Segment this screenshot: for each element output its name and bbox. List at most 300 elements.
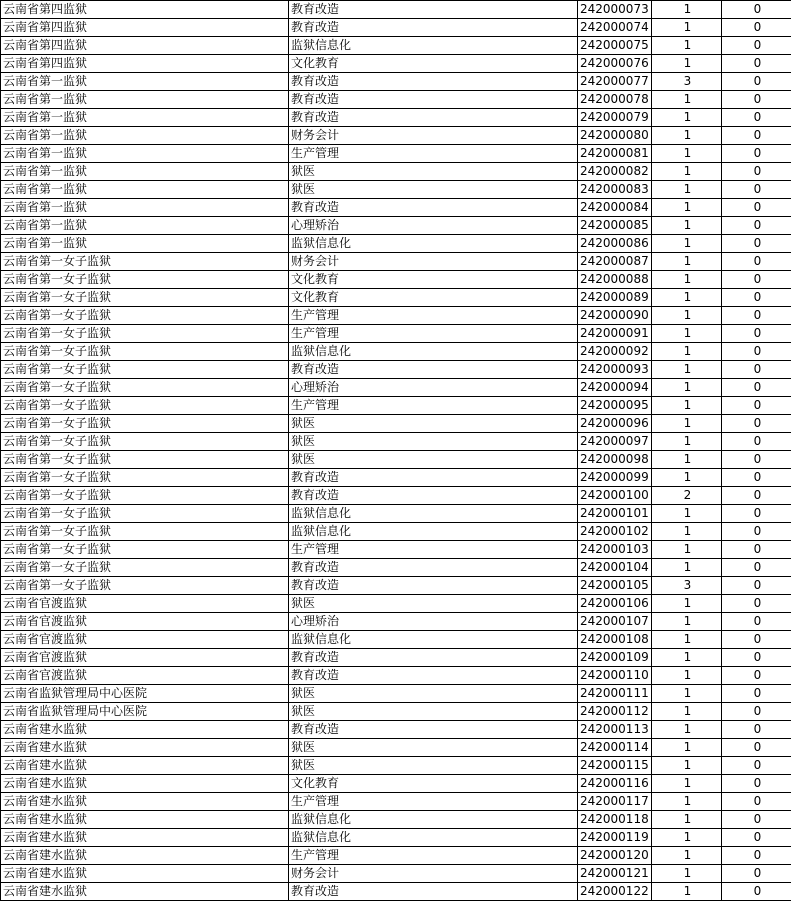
extra-count-cell[interactable]: 0 [722, 73, 791, 91]
code-cell[interactable]: 242000122 [578, 883, 652, 901]
unit-cell[interactable]: 云南省第一女子监狱 [1, 487, 289, 505]
position-cell[interactable]: 生产管理 [289, 541, 578, 559]
unit-cell[interactable]: 云南省建水监狱 [1, 865, 289, 883]
position-cell[interactable]: 教育改造 [289, 883, 578, 901]
position-cell[interactable]: 生产管理 [289, 325, 578, 343]
position-cell[interactable]: 教育改造 [289, 19, 578, 37]
extra-count-cell[interactable]: 0 [722, 271, 791, 289]
recruit-count-cell[interactable]: 1 [652, 325, 722, 343]
extra-count-cell[interactable]: 0 [722, 217, 791, 235]
code-cell[interactable]: 242000097 [578, 433, 652, 451]
unit-cell[interactable]: 云南省第一监狱 [1, 127, 289, 145]
recruit-count-cell[interactable]: 3 [652, 577, 722, 595]
code-cell[interactable]: 242000115 [578, 757, 652, 775]
recruit-count-cell[interactable]: 1 [652, 433, 722, 451]
unit-cell[interactable]: 云南省建水监狱 [1, 775, 289, 793]
table-row [1, 883, 791, 901]
position-cell[interactable]: 生产管理 [289, 397, 578, 415]
unit-cell[interactable]: 云南省第一监狱 [1, 217, 289, 235]
code-cell[interactable]: 242000078 [578, 91, 652, 109]
extra-count-cell[interactable]: 0 [722, 649, 791, 667]
table-row [1, 181, 791, 199]
unit-cell[interactable]: 云南省第一监狱 [1, 163, 289, 181]
table-row [1, 19, 791, 37]
recruit-count-cell[interactable]: 1 [652, 19, 722, 37]
table-row [1, 361, 791, 379]
table-row [1, 577, 791, 595]
unit-cell[interactable]: 云南省第一女子监狱 [1, 253, 289, 271]
table-row [1, 199, 791, 217]
position-cell[interactable]: 文化教育 [289, 55, 578, 73]
position-cell[interactable]: 狱医 [289, 451, 578, 469]
unit-cell[interactable]: 云南省官渡监狱 [1, 631, 289, 649]
unit-cell[interactable]: 云南省建水监狱 [1, 811, 289, 829]
table-row [1, 37, 791, 55]
position-cell[interactable]: 教育改造 [289, 487, 578, 505]
table-row [1, 757, 791, 775]
code-cell[interactable]: 242000109 [578, 649, 652, 667]
recruit-count-cell[interactable]: 1 [652, 631, 722, 649]
unit-cell[interactable]: 云南省第四监狱 [1, 1, 289, 19]
table-row [1, 379, 791, 397]
extra-count-cell[interactable]: 0 [722, 847, 791, 865]
table-row [1, 829, 791, 847]
table-row [1, 271, 791, 289]
table-row [1, 865, 791, 883]
recruit-count-cell[interactable]: 1 [652, 181, 722, 199]
position-cell[interactable]: 监狱信息化 [289, 505, 578, 523]
recruit-count-cell[interactable]: 1 [652, 37, 722, 55]
code-cell[interactable]: 242000101 [578, 505, 652, 523]
position-cell[interactable]: 教育改造 [289, 667, 578, 685]
unit-cell[interactable]: 云南省第一女子监狱 [1, 379, 289, 397]
recruit-count-cell[interactable]: 1 [652, 523, 722, 541]
table-row [1, 145, 791, 163]
recruit-count-cell[interactable]: 1 [652, 469, 722, 487]
code-cell[interactable]: 242000120 [578, 847, 652, 865]
extra-count-cell[interactable]: 0 [722, 739, 791, 757]
code-cell[interactable]: 242000105 [578, 577, 652, 595]
position-cell[interactable]: 生产管理 [289, 307, 578, 325]
position-cell[interactable]: 教育改造 [289, 73, 578, 91]
recruit-count-cell[interactable]: 1 [652, 451, 722, 469]
code-cell[interactable]: 242000112 [578, 703, 652, 721]
extra-count-cell[interactable]: 0 [722, 505, 791, 523]
extra-count-cell[interactable]: 0 [722, 235, 791, 253]
unit-cell[interactable]: 云南省建水监狱 [1, 757, 289, 775]
table-row [1, 685, 791, 703]
position-cell[interactable]: 监狱信息化 [289, 235, 578, 253]
extra-count-cell[interactable]: 0 [722, 613, 791, 631]
code-cell[interactable]: 242000118 [578, 811, 652, 829]
extra-count-cell[interactable]: 0 [722, 469, 791, 487]
recruit-count-cell[interactable]: 1 [652, 343, 722, 361]
extra-count-cell[interactable]: 0 [722, 37, 791, 55]
table-row [1, 505, 791, 523]
extra-count-cell[interactable]: 0 [722, 685, 791, 703]
table-row [1, 127, 791, 145]
code-cell[interactable]: 242000073 [578, 1, 652, 19]
code-cell[interactable]: 242000079 [578, 109, 652, 127]
position-cell[interactable]: 狱医 [289, 739, 578, 757]
recruit-count-cell[interactable]: 1 [652, 703, 722, 721]
unit-cell[interactable]: 云南省官渡监狱 [1, 667, 289, 685]
code-cell[interactable]: 242000092 [578, 343, 652, 361]
extra-count-cell[interactable]: 0 [722, 181, 791, 199]
recruit-count-cell[interactable]: 1 [652, 217, 722, 235]
table-row [1, 703, 791, 721]
table-row [1, 397, 791, 415]
unit-cell[interactable]: 云南省官渡监狱 [1, 649, 289, 667]
code-cell[interactable]: 242000086 [578, 235, 652, 253]
code-cell[interactable]: 242000114 [578, 739, 652, 757]
table-row [1, 541, 791, 559]
extra-count-cell[interactable]: 0 [722, 325, 791, 343]
table-row [1, 415, 791, 433]
unit-cell[interactable]: 云南省第一女子监狱 [1, 541, 289, 559]
extra-count-cell[interactable]: 0 [722, 793, 791, 811]
extra-count-cell[interactable]: 0 [722, 757, 791, 775]
unit-cell[interactable]: 云南省建水监狱 [1, 793, 289, 811]
unit-cell[interactable]: 云南省第一女子监狱 [1, 451, 289, 469]
extra-count-cell[interactable]: 0 [722, 523, 791, 541]
unit-cell[interactable]: 云南省监狱管理局中心医院 [1, 703, 289, 721]
table-row [1, 325, 791, 343]
recruit-count-cell[interactable]: 1 [652, 289, 722, 307]
position-cell[interactable]: 心理矫治 [289, 217, 578, 235]
table-row [1, 739, 791, 757]
code-cell[interactable]: 242000075 [578, 37, 652, 55]
recruit-count-cell[interactable]: 1 [652, 883, 722, 901]
recruit-count-cell[interactable]: 1 [652, 91, 722, 109]
position-cell[interactable]: 监狱信息化 [289, 829, 578, 847]
table-row [1, 559, 791, 577]
extra-count-cell[interactable]: 0 [722, 667, 791, 685]
position-cell[interactable]: 教育改造 [289, 577, 578, 595]
unit-cell[interactable]: 云南省建水监狱 [1, 829, 289, 847]
position-cell[interactable]: 教育改造 [289, 649, 578, 667]
recruit-count-cell[interactable]: 1 [652, 127, 722, 145]
unit-cell[interactable]: 云南省第一女子监狱 [1, 361, 289, 379]
recruit-count-cell[interactable]: 1 [652, 559, 722, 577]
unit-cell[interactable]: 云南省官渡监狱 [1, 595, 289, 613]
recruit-count-cell[interactable]: 1 [652, 541, 722, 559]
table-row [1, 73, 791, 91]
position-cell[interactable]: 财务会计 [289, 865, 578, 883]
unit-cell[interactable]: 云南省第一监狱 [1, 91, 289, 109]
recruit-count-cell[interactable]: 1 [652, 361, 722, 379]
table-row [1, 811, 791, 829]
position-cell[interactable]: 监狱信息化 [289, 811, 578, 829]
code-cell[interactable]: 242000082 [578, 163, 652, 181]
code-cell[interactable]: 242000096 [578, 415, 652, 433]
code-cell[interactable]: 242000076 [578, 55, 652, 73]
recruit-count-cell[interactable]: 1 [652, 397, 722, 415]
recruit-count-cell[interactable]: 1 [652, 685, 722, 703]
position-cell[interactable]: 狱医 [289, 433, 578, 451]
extra-count-cell[interactable]: 0 [722, 127, 791, 145]
unit-cell[interactable]: 云南省建水监狱 [1, 847, 289, 865]
extra-count-cell[interactable]: 0 [722, 595, 791, 613]
table-row [1, 631, 791, 649]
unit-cell[interactable]: 云南省第一女子监狱 [1, 415, 289, 433]
unit-cell[interactable]: 云南省第一监狱 [1, 145, 289, 163]
recruit-count-cell[interactable]: 1 [652, 199, 722, 217]
code-cell[interactable]: 242000080 [578, 127, 652, 145]
table-row [1, 595, 791, 613]
table-row [1, 235, 791, 253]
position-cell[interactable]: 财务会计 [289, 253, 578, 271]
code-cell[interactable]: 242000085 [578, 217, 652, 235]
code-cell[interactable]: 242000104 [578, 559, 652, 577]
code-cell[interactable]: 242000119 [578, 829, 652, 847]
table-row [1, 649, 791, 667]
recruit-count-cell[interactable]: 1 [652, 865, 722, 883]
extra-count-cell[interactable]: 0 [722, 289, 791, 307]
recruit-count-cell[interactable]: 1 [652, 793, 722, 811]
position-cell[interactable]: 监狱信息化 [289, 343, 578, 361]
table-row [1, 307, 791, 325]
table-row [1, 163, 791, 181]
code-cell[interactable]: 242000121 [578, 865, 652, 883]
unit-cell[interactable]: 云南省第四监狱 [1, 19, 289, 37]
recruit-count-cell[interactable]: 1 [652, 307, 722, 325]
unit-cell[interactable]: 云南省第一监狱 [1, 235, 289, 253]
table-row [1, 775, 791, 793]
table-row [1, 451, 791, 469]
table-row [1, 217, 791, 235]
code-cell[interactable]: 242000089 [578, 289, 652, 307]
recruit-count-cell[interactable]: 1 [652, 847, 722, 865]
position-cell[interactable]: 狱医 [289, 181, 578, 199]
position-cell[interactable]: 狱医 [289, 757, 578, 775]
extra-count-cell[interactable]: 0 [722, 91, 791, 109]
unit-cell[interactable]: 云南省建水监狱 [1, 721, 289, 739]
extra-count-cell[interactable]: 0 [722, 253, 791, 271]
recruit-count-cell[interactable]: 1 [652, 829, 722, 847]
extra-count-cell[interactable]: 0 [722, 631, 791, 649]
extra-count-cell[interactable]: 0 [722, 721, 791, 739]
extra-count-cell[interactable]: 0 [722, 865, 791, 883]
unit-cell[interactable]: 云南省第一女子监狱 [1, 505, 289, 523]
recruit-count-cell[interactable]: 3 [652, 73, 722, 91]
code-cell[interactable]: 242000106 [578, 595, 652, 613]
extra-count-cell[interactable]: 0 [722, 577, 791, 595]
position-cell[interactable]: 监狱信息化 [289, 523, 578, 541]
position-cell[interactable]: 文化教育 [289, 775, 578, 793]
code-cell[interactable]: 242000088 [578, 271, 652, 289]
extra-count-cell[interactable]: 0 [722, 415, 791, 433]
position-cell[interactable]: 狱医 [289, 415, 578, 433]
unit-cell[interactable]: 云南省第一监狱 [1, 109, 289, 127]
extra-count-cell[interactable]: 0 [722, 55, 791, 73]
extra-count-cell[interactable]: 0 [722, 397, 791, 415]
unit-cell[interactable]: 云南省第一监狱 [1, 73, 289, 91]
unit-cell[interactable]: 云南省第一女子监狱 [1, 343, 289, 361]
recruit-count-cell[interactable]: 1 [652, 721, 722, 739]
unit-cell[interactable]: 云南省第一监狱 [1, 181, 289, 199]
recruit-count-cell[interactable]: 1 [652, 505, 722, 523]
extra-count-cell[interactable]: 0 [722, 559, 791, 577]
position-cell[interactable]: 狱医 [289, 685, 578, 703]
extra-count-cell[interactable]: 0 [722, 775, 791, 793]
position-cell[interactable]: 生产管理 [289, 847, 578, 865]
position-cell[interactable]: 心理矫治 [289, 379, 578, 397]
unit-cell[interactable]: 云南省第一女子监狱 [1, 469, 289, 487]
position-cell[interactable]: 教育改造 [289, 1, 578, 19]
recruit-count-cell[interactable]: 2 [652, 487, 722, 505]
unit-cell[interactable]: 云南省第四监狱 [1, 55, 289, 73]
table-row [1, 433, 791, 451]
table-row [1, 721, 791, 739]
code-cell[interactable]: 242000117 [578, 793, 652, 811]
extra-count-cell[interactable]: 0 [722, 379, 791, 397]
recruit-count-cell[interactable]: 1 [652, 235, 722, 253]
position-cell[interactable]: 教育改造 [289, 721, 578, 739]
table-body [1, 1, 791, 901]
position-cell[interactable]: 心理矫治 [289, 613, 578, 631]
code-cell[interactable]: 242000100 [578, 487, 652, 505]
position-cell[interactable]: 财务会计 [289, 127, 578, 145]
code-cell[interactable]: 242000090 [578, 307, 652, 325]
recruit-count-cell[interactable]: 1 [652, 739, 722, 757]
recruit-count-cell[interactable]: 1 [652, 253, 722, 271]
recruit-count-cell[interactable]: 1 [652, 145, 722, 163]
code-cell[interactable]: 242000081 [578, 145, 652, 163]
code-cell[interactable]: 242000083 [578, 181, 652, 199]
unit-cell[interactable]: 云南省第一女子监狱 [1, 559, 289, 577]
position-cell[interactable]: 狱医 [289, 595, 578, 613]
extra-count-cell[interactable]: 0 [722, 541, 791, 559]
position-cell[interactable]: 文化教育 [289, 271, 578, 289]
code-cell[interactable]: 242000110 [578, 667, 652, 685]
code-cell[interactable]: 242000074 [578, 19, 652, 37]
recruit-count-cell[interactable]: 1 [652, 595, 722, 613]
recruit-count-cell[interactable]: 1 [652, 775, 722, 793]
code-cell[interactable]: 242000098 [578, 451, 652, 469]
extra-count-cell[interactable]: 0 [722, 451, 791, 469]
unit-cell[interactable]: 云南省第一女子监狱 [1, 577, 289, 595]
code-cell[interactable]: 242000108 [578, 631, 652, 649]
unit-cell[interactable]: 云南省第一女子监狱 [1, 433, 289, 451]
recruit-count-cell[interactable]: 1 [652, 757, 722, 775]
table-row [1, 253, 791, 271]
position-cell[interactable]: 监狱信息化 [289, 631, 578, 649]
unit-cell[interactable]: 云南省监狱管理局中心医院 [1, 685, 289, 703]
table-row [1, 109, 791, 127]
recruit-count-cell[interactable]: 1 [652, 379, 722, 397]
extra-count-cell[interactable]: 0 [722, 109, 791, 127]
table-row [1, 487, 791, 505]
table-row [1, 469, 791, 487]
code-cell[interactable]: 242000095 [578, 397, 652, 415]
unit-cell[interactable]: 云南省官渡监狱 [1, 613, 289, 631]
unit-cell[interactable]: 云南省第四监狱 [1, 37, 289, 55]
code-cell[interactable]: 242000111 [578, 685, 652, 703]
position-cell[interactable]: 狱医 [289, 163, 578, 181]
code-cell[interactable]: 242000094 [578, 379, 652, 397]
extra-count-cell[interactable]: 0 [722, 703, 791, 721]
code-cell[interactable]: 242000077 [578, 73, 652, 91]
code-cell[interactable]: 242000113 [578, 721, 652, 739]
extra-count-cell[interactable]: 0 [722, 19, 791, 37]
recruit-count-cell[interactable]: 1 [652, 649, 722, 667]
code-cell[interactable]: 242000084 [578, 199, 652, 217]
extra-count-cell[interactable]: 0 [722, 361, 791, 379]
recruit-count-cell[interactable]: 1 [652, 271, 722, 289]
position-cell[interactable]: 教育改造 [289, 199, 578, 217]
position-cell[interactable]: 教育改造 [289, 109, 578, 127]
position-cell[interactable]: 文化教育 [289, 289, 578, 307]
extra-count-cell[interactable]: 0 [722, 307, 791, 325]
position-cell[interactable]: 教育改造 [289, 91, 578, 109]
recruit-count-cell[interactable]: 1 [652, 109, 722, 127]
recruit-count-cell[interactable]: 1 [652, 613, 722, 631]
position-cell[interactable]: 生产管理 [289, 145, 578, 163]
extra-count-cell[interactable]: 0 [722, 811, 791, 829]
code-cell[interactable]: 242000116 [578, 775, 652, 793]
unit-cell[interactable]: 云南省第一女子监狱 [1, 523, 289, 541]
position-cell[interactable]: 狱医 [289, 703, 578, 721]
code-cell[interactable]: 242000093 [578, 361, 652, 379]
unit-cell[interactable]: 云南省第一女子监狱 [1, 289, 289, 307]
table-row [1, 847, 791, 865]
code-cell[interactable]: 242000102 [578, 523, 652, 541]
unit-cell[interactable]: 云南省建水监狱 [1, 883, 289, 901]
unit-cell[interactable]: 云南省第一女子监狱 [1, 271, 289, 289]
table-row [1, 343, 791, 361]
extra-count-cell[interactable]: 0 [722, 487, 791, 505]
extra-count-cell[interactable]: 0 [722, 145, 791, 163]
extra-count-cell[interactable]: 0 [722, 343, 791, 361]
unit-cell[interactable]: 云南省第一女子监狱 [1, 325, 289, 343]
recruit-count-cell[interactable]: 1 [652, 163, 722, 181]
recruit-count-cell[interactable]: 1 [652, 667, 722, 685]
recruit-count-cell[interactable]: 1 [652, 1, 722, 19]
code-cell[interactable]: 242000087 [578, 253, 652, 271]
table-row [1, 289, 791, 307]
unit-cell[interactable]: 云南省第一监狱 [1, 199, 289, 217]
position-cell[interactable]: 监狱信息化 [289, 37, 578, 55]
unit-cell[interactable]: 云南省第一女子监狱 [1, 397, 289, 415]
table-row [1, 613, 791, 631]
table-row [1, 55, 791, 73]
extra-count-cell[interactable]: 0 [722, 1, 791, 19]
recruit-count-cell[interactable]: 1 [652, 415, 722, 433]
recruit-count-cell[interactable]: 1 [652, 55, 722, 73]
table-row [1, 667, 791, 685]
position-cell[interactable]: 教育改造 [289, 559, 578, 577]
code-cell[interactable]: 242000091 [578, 325, 652, 343]
extra-count-cell[interactable]: 0 [722, 199, 791, 217]
code-cell[interactable]: 242000107 [578, 613, 652, 631]
extra-count-cell[interactable]: 0 [722, 163, 791, 181]
position-cell[interactable]: 教育改造 [289, 469, 578, 487]
extra-count-cell[interactable]: 0 [722, 883, 791, 901]
position-cell[interactable]: 生产管理 [289, 793, 578, 811]
code-cell[interactable]: 242000103 [578, 541, 652, 559]
unit-cell[interactable]: 云南省第一女子监狱 [1, 307, 289, 325]
extra-count-cell[interactable]: 0 [722, 829, 791, 847]
recruit-count-cell[interactable]: 1 [652, 811, 722, 829]
unit-cell[interactable]: 云南省建水监狱 [1, 739, 289, 757]
position-cell[interactable]: 教育改造 [289, 361, 578, 379]
code-cell[interactable]: 242000099 [578, 469, 652, 487]
table-row [1, 91, 791, 109]
extra-count-cell[interactable]: 0 [722, 433, 791, 451]
table-row [1, 523, 791, 541]
table-row [1, 1, 791, 19]
